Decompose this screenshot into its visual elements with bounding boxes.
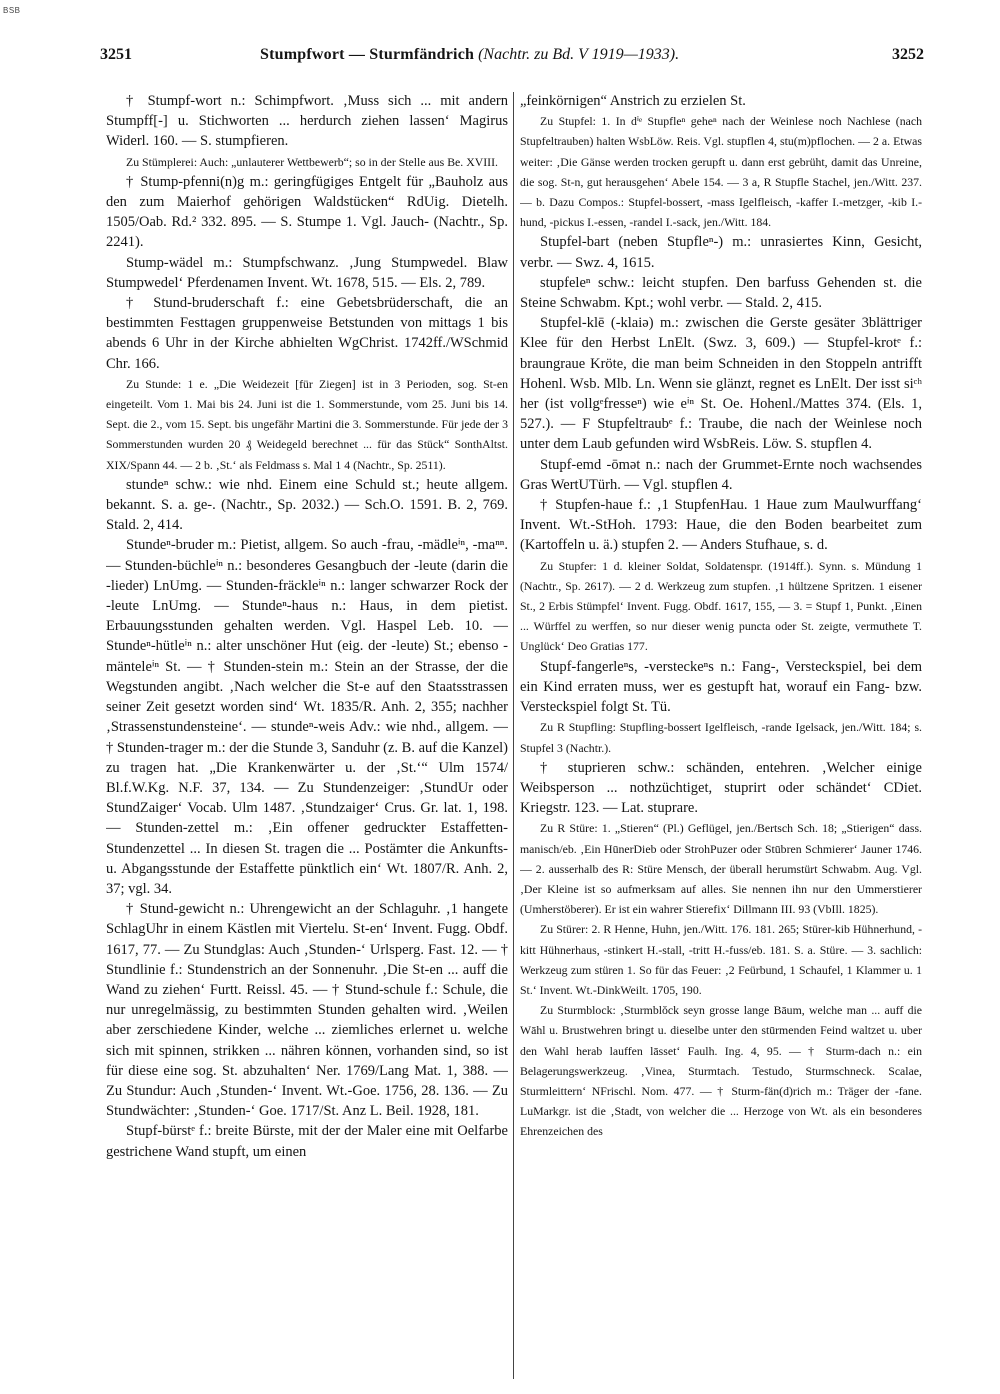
dictionary-entry: Stupf-bürstᵉ f.: breite Bürste, mit der der Maler eine mit Oelfarbe gestrichene Wand stupft, um einen xyxy=(106,1123,508,1160)
supplement-note: (Nachtr. zu Bd. V 1919—1933). xyxy=(478,46,680,63)
headword-range: Stumpfwort — Sturmfändrich xyxy=(260,46,475,63)
dictionary-entry: † Stund-gewicht n.: Uhrengewicht an der Schlaguhr. ‚1 hangete SchlagUhr in einem Kästlen mit Viertelu. St-en‘ Invent. Fugg. Obdf. 1617, 77. — Zu Stundglas: Auch ‚Stunden-‘ Urlsperg. Fast. 12. — † Stundlinie f.: Stundenstrich an der Sonnenuhr. ‚Die St-en ... auff die Wand zu ziehen‘ Furtt. Reissl. 45. — † Stund-schule f.: Schule, die nur unregelmässig, zu bestimmten Stunden gehalten wird. ‚Weilen aber zerschiedene Kinder, welche ... ziemliches erlernet u. welche sich mit spinnen, strikken ... nähren können, vorhanden sind, so ist für diese eine sog. St. abzuhalten‘ Ner. 1769/Lang Mat. 1, 388. — Zu Stundur: Auch ‚Stunden-‘ Invent. Wt.-Goe. 1756, 28. 136. — Zu Stundwächter: ‚Stunden-‘ Goe. 1717/St. Anz L. Beil. 1928, 181. xyxy=(106,901,508,1120)
dictionary-entry: stundeⁿ schw.: wie nhd. Einem eine Schuld st.; heute allgem. bekannt. S. a. ge-. (Nachtr., Sp. 2032.) — Sch.O. 1591. B. 2, 769. Stald. 2, 414. xyxy=(106,476,508,534)
library-stamp: BSB xyxy=(3,6,21,15)
dictionary-entry: Zu Stupfel: 1. In dⁱᵉ Stupfleⁿ geheⁿ nach der Weinlese noch Nachlese (nach Stupfeltrauben) halten WsbLöw. Reis. Vgl. stupflen 4, stu(m)pflochen. — 2 a. Etwas weiter: ‚Die Gänse werden trocken gerupft u. dann erst gebrüht, damit das Unreine, die sog. St-n, gut herausgehen‘ Abele 154. — 3 a, R Stupfle Stachel, jen./Witt. 237. — b. Dazu Compos.: Stupfel-bossert, -mass Igelfleisch, -kaffer I.-metzger, -kib I.-hund, -pickus I.-essen, -randel I.-sack, jen./Witt. 184. xyxy=(520,114,922,230)
dictionary-entry: † stuprieren schw.: schänden, entehren. ‚Welcher einige Weibsperson ... nothzüchtiget, stuprirt oder schändet‘ CDiet. Kriegstr. 123. — Lat. stuprare. xyxy=(520,759,922,817)
dictionary-entry: Stundeⁿ-bruder m.: Pietist, allgem. So auch -frau, -mädleⁱⁿ, -maⁿⁿ. — Stunden-büchleⁱⁿ n.: besonderes Gesangbuch der -leute (darin die -lieder) LnUmg. — Stunden-fräckleⁱⁿ n.: langer schwarzer Rock der -leute LnUmg. — Stundeⁿ-haus n.: Haus, in dem pietist. Erbauungsstunden gehalten werden. Vgl. Haspel Leb. 10. — Stundeⁿ-hütleⁱⁿ n.: alter unschöner Hut (eig. der -leute) St.; ebenso -mänteleⁱⁿ St. — † Stunden-stein m.: Stein an der Strasse, der die Wegstunden angibt. ‚Nach welcher die St-e auf den Staatsstrassen seiner Zeit gesetzt worden sind‘ Wt. 1835/R. Anh. 2, 355; nachher ‚Strassenstundensteine‘. — stundeⁿ-weis Adv.: wie nhd., allgem. — † Stunden-trager m.: der die Stunde 3, Sanduhr (z. B. auf die Kanzel) zu tragen hat. „Die Krankenwärter u. der ‚St.‘“ Ulm 1574/ Bl.f.W.Kg. N.F. 37, 134. — Zu Stundenzeiger: ‚StundUr oder StundZaiger‘ Vocab. Ulm 1487. ‚Stundzaiger‘ Crus. Gr. lat. 1, 198. — Stunden-zettel m.: ‚Ein offener gedruckter Estaffetten-Stundenzettel ... In diesen St. tragen die ... Postämter die Ankunfts- u. Abgangsstunde der Estaffette pünktlich ein‘ Wt. 1807/R. Anh. 2, 37; vgl. 34. xyxy=(106,537,508,897)
dictionary-entry: † Stump-pfenni(n)g m.: geringfügiges Entgelt für „Bauholz aus den zum Maierhof gehörigen Waldstücken“ RdUig. Dietelh. 1505/Oab. Rd.² 332. 895. — S. Stumpe 1. Vgl. Jauch- (Nachtr., Sp. 2241). xyxy=(106,173,508,251)
dictionary-entry: stupfeleⁿ schw.: leicht stupfen. Den barfuss Gehenden st. die Steine Schwabm. Kpt.; wohl verbr. — Stald. 2, 415. xyxy=(520,274,922,312)
dictionary-entry: Zu R Stüre: 1. „Stieren“ (Pl.) Geflügel, jen./Bertsch Sch. 18; „Stierigen“ dass. manisch/eb. ‚Ein HūnerDieb oder StrohPuzer oder Stūbren Schmierer‘ Jauner 1746. — 2. ausserhalb des R: Stüre Mensch, der überall herumstürt Schwabm. Aug. Vgl. ‚Der Kleine ist so aufmerksam auf alles. Sie nennen ihn nur den Ummerstierer (Umherstöberer). Er ist ein wahrer Stierefix‘ Dillmann III. 93 (VbIll. 1825). xyxy=(520,821,922,917)
dictionary-entry: Zu Sturmblock: ‚Sturmblŏck seyn grosse lange Bāum, welche man ... auff die Wāhl u. Brustwehren bringt u. dieselbe unter den stūrmenden Feind waltzet u. uber den Wahl herab lauffen lāsset‘ Faulh. Ing. 4, 95. — † Sturm-dach n.: ein Belagerungswerkzeug. ‚Vinea, Sturmtach. Testudo, Sturmschneck. Scalae, Sturmleittern‘ NFrischl. Nom. 477. — † Sturm-fän(d)rich m.: Träger der -fane. LuMarkgr. ist die ‚Stadt, von welcher die ... Herzoge von Wt. als ein besonderes Ehrenzeichen des xyxy=(520,1003,922,1139)
dictionary-entry: Zu Stunde: 1 e. „Die Weidezeit [für Ziegen] ist in 3 Perioden, sog. St-en eingeteilt. Vom 1. Mai bis 24. Juni ist die 1. Sommerstunde, vom 25. Juni bis 14. Sept. die 2., vom 15. Sept. bis ungefähr Martini die 3. Sommerstunde. Für jede der 3 Sommerstunden wurden 20 ₰ Weidegeld berechnet ... für das Stück“ SonthAltst. XIX/Spann 44. — 2 b. ‚St.‘ als Feldmass s. Mal 1 4 (Nachtr., Sp. 2511). xyxy=(106,376,508,472)
column-number-right: 3252 xyxy=(892,46,924,63)
dictionary-entry: † Stupfen-haue f.: ‚1 StupfenHau. 1 Haue zum Maulwurffang‘ Invent. Wt.-StHoh. 1793: Haue, die den Boden bearbeitet zum (Kartoffeln u. ä.) stupfen 2. — Anders Stufhaue, s. d. xyxy=(520,497,922,554)
dictionary-entry: Stupfel-klē (-klaiə) m.: zwischen die Gerste gesäter 3blättriger Klee für den Herbst LnElt. (Swz. 3, 609.) — Stupfel-krotᵉ f.: braungraue Kröte, die man beim Schneiden in den Stoppeln antrifft Hohenl. Wsb. Mlb. Ln. Wenn sie glänzt, regnet es LnElt. Der isst siᶜʰ her (ist vollgᵉfresseⁿ) wie eⁱⁿ St. Oe. Hohenl./Mattes 374. (Els. 1, 527.). — F Stupfeltraubᵉ f.: Traube, die nach der Weinlese noch unter dem Laub gefunden wird WsbReis. Löw. S. stupflen 4. xyxy=(520,315,922,453)
dictionary-entry: Zu Stürer: 2. R Henne, Huhn, jen./Witt. 176. 181. 265; Stürer-kib Hühnerhund, -kitt Hühnerhaus, -stinkert H.-stall, -tritt H.-fuss/eb. 181. S. a. Stüre. — 3. sachlich: Werkzeug zum stüren 1. So für das Feuer: ‚2 Feürbund, 1 Schaufel, 1 Klammer u. 1 St.‘ Invent. Wt.-DinkWeilt. 1705, 190. xyxy=(520,922,922,997)
dictionary-entry: Stupf-fangerleⁿs, -versteckeⁿs n.: Fang-, Versteckspiel, bei dem ein Kind erraten muss, wer es gestupft hat, worauf ein Fang- bzw. Versteckspiel folgt St. Tü. xyxy=(520,658,922,716)
right-column xyxy=(520,91,922,1381)
dictionary-entry: „feinkörnigen“ Anstrich zu erzielen St. xyxy=(520,93,746,109)
page-title xyxy=(260,46,679,64)
left-column xyxy=(106,91,508,1381)
dictionary-entry: Zu R Stupfling: Stupfling-bossert Igelfleisch, -rande Igelsack, jen./Witt. 184; s. Stupfel 3 (Nachtr.). xyxy=(520,720,922,755)
dictionary-entry: Stump-wädel m.: Stumpfschwanz. ‚Jung Stumpwedel. Blaw Stumpwedel‘ Pferdenamen Invent. Wt. 1678, 515. — Els. 2, 789. xyxy=(106,254,508,291)
column-divider xyxy=(513,92,514,1379)
dictionary-entry: † Stund-bruderschaft f.: eine Gebetsbrüderschaft, die an bestimmten Festtagen gruppenweise Betstunden von mittags 1 bis abends 6 Uhr in der Kirche abhielten WgChrist. 1742ff./WSchmid Chr. 166. xyxy=(106,295,508,372)
dictionary-entry: Zu Stümplerei: Auch: „unlauterer Wettbewerb“; so in der Stelle aus Be. XVIII. xyxy=(126,154,498,169)
dictionary-entry: † Stumpf-wort n.: Schimpfwort. ‚Muss sich ... mit andern Stumpff[-] u. Stichworten ... herdurch ziehen lassen‘ Magirus Widerl. 160. — S. stumpfieren. xyxy=(106,93,508,150)
running-header xyxy=(100,46,924,70)
dictionary-entry: Zu Stupfer: 1 d. kleiner Soldat, Soldatenspr. (1914ff.). Synn. s. Mündung 1 (Nachtr., Sp. 2617). — 2 d. Werkzeug zum stupfen. ‚1 hültzene Spritzen. 1 eisener St., 2 Erbis Stümpfel‘ Invent. Fugg. Obdf. 1617, 155, — 3. = Stupf 1, Punkt. ‚Einen ... Würffel zu werffen, so nur dieser wenig puncta oder St. zeigte, vermuthete T. Unglück‘ Deo Gratias 177. xyxy=(520,558,922,654)
column-number-left: 3251 xyxy=(100,46,132,63)
dictionary-entry: Stupfel-bart (neben Stupfleⁿ-) m.: unrasiertes Kinn, Gesicht, verbr. — Swz. 4, 1615. xyxy=(520,234,922,271)
dictionary-entry: Stupf-emd -ōmət n.: nach der Grummet-Ernte noch wachsendes Gras WertUTürh. — Vgl. stupflen 4. xyxy=(520,456,922,493)
